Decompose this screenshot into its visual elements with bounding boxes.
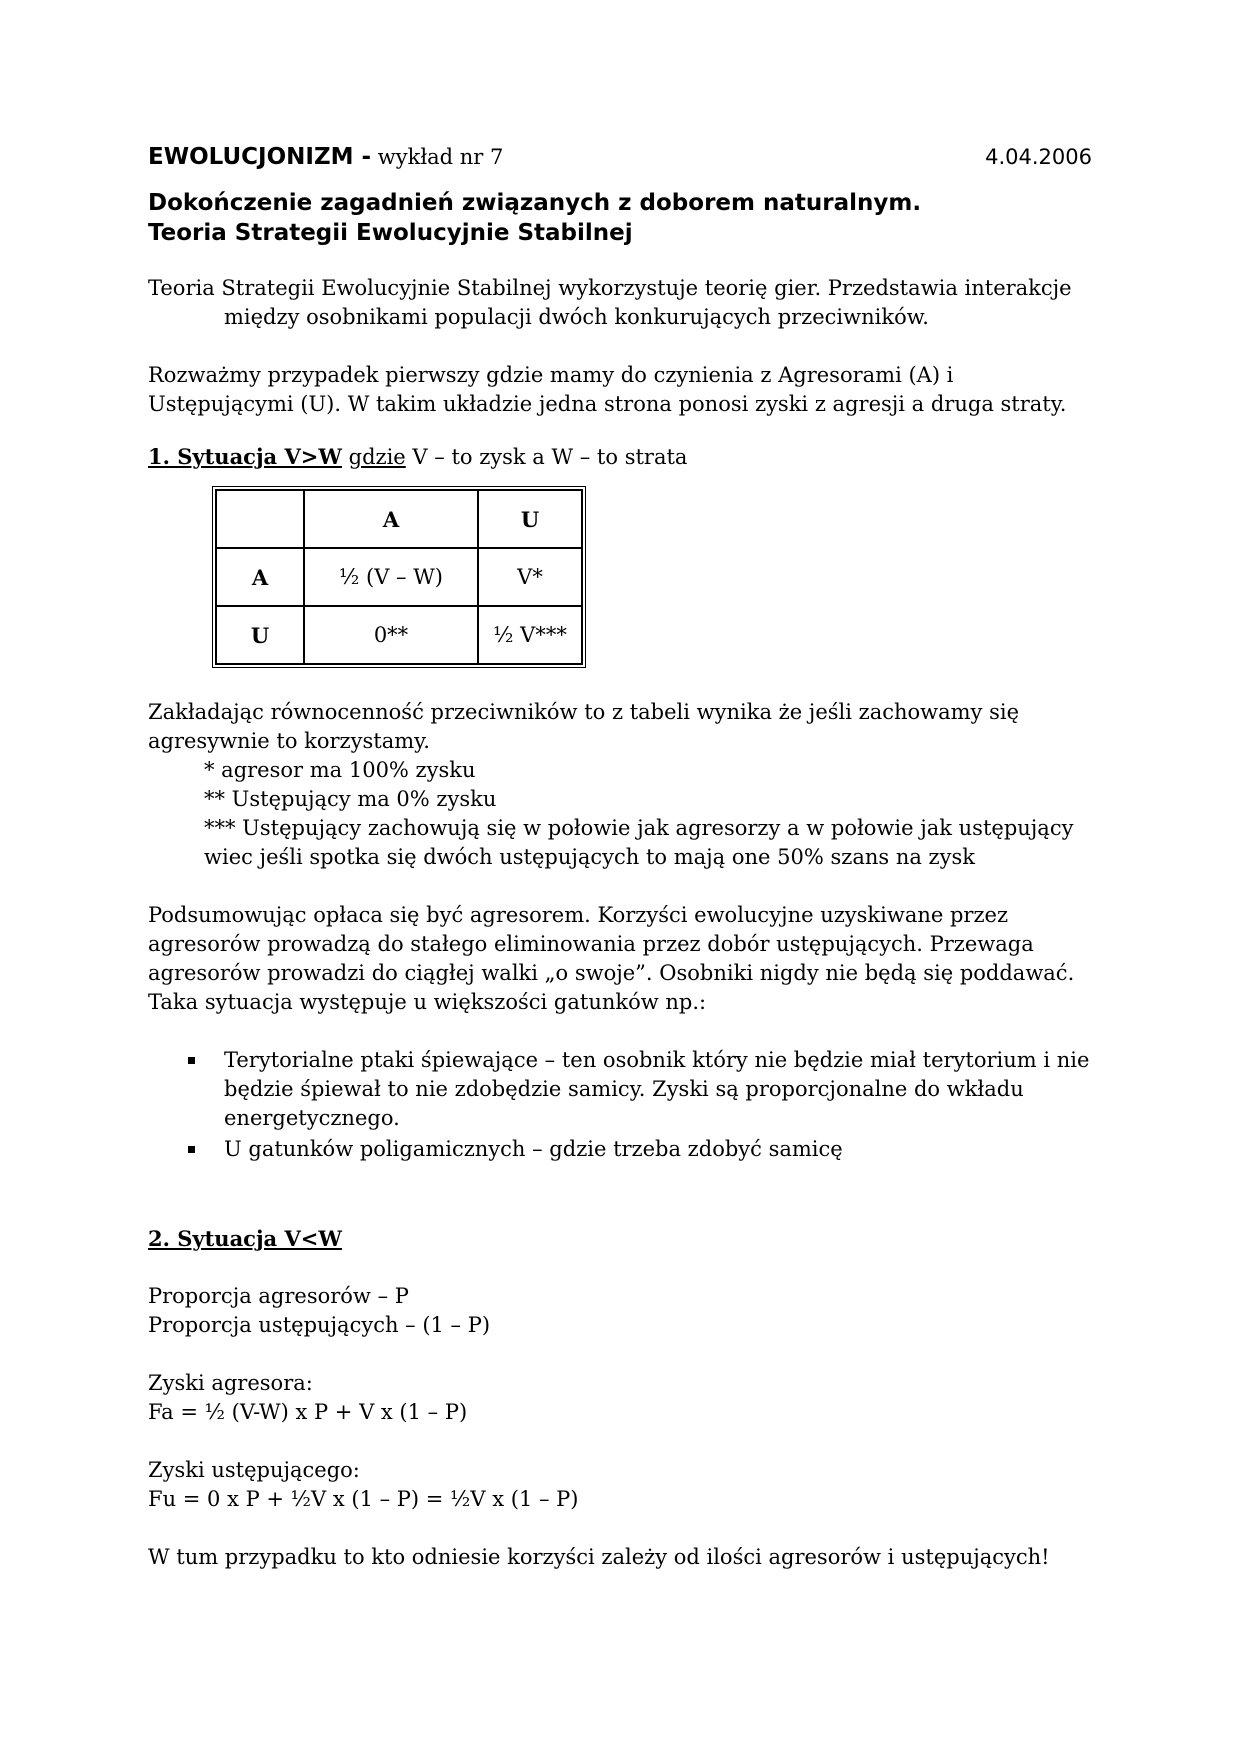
- yielder-gain-formula: Fu = 0 x P + ½V x (1 – P) = ½V x (1 – P): [148, 1487, 579, 1511]
- section-1-label: 1. Sytuacja V>W: [148, 444, 342, 469]
- final-statement: W tum przypadku to kto odniesie korzyści zależy od ilości agresorów i ustępujących!: [148, 1545, 1050, 1569]
- subtitle: [148, 188, 1092, 248]
- footnotes: [148, 756, 1092, 872]
- table-header-a: A: [304, 490, 478, 548]
- table-row-label-u: U: [216, 606, 304, 664]
- document-title: EWOLUCJONIZM -: [148, 144, 372, 170]
- summary-paragraph: Podsumowując opłaca się być agresorem. Korzyści ewolucyjne uzyskiwane przez agresorów prowadzą do stałego eliminowania przez dobór ustępujących. Przewaga agresorów prowadzi do ciągłej walki „o swoje”. Osobniki nigdy nie będą się poddawać. Taka sytuacja występuje u większości gatunków np.:: [148, 903, 1075, 1014]
- header: [148, 140, 1092, 174]
- table-row: [216, 548, 582, 606]
- document-date: 4.04.2006: [985, 145, 1092, 169]
- table-cell: ½ (V – W): [304, 548, 478, 606]
- proportion-aggressors: Proporcja agresorów – P: [148, 1284, 409, 1308]
- subtitle-line-1: Dokończenie zagadnień związanych z doborem naturalnym.: [148, 190, 922, 216]
- lecture-number: wykład nr 7: [377, 145, 504, 169]
- table-cell: V*: [478, 548, 582, 606]
- table-cell: 0**: [304, 606, 478, 664]
- table-cell: [216, 490, 304, 548]
- aggressor-gain-formula: Fa = ½ (V-W) x P + V x (1 – P): [148, 1400, 468, 1424]
- table-cell: ½ V***: [478, 606, 582, 664]
- subtitle-line-2: Teoria Strategii Ewolucyjnie Stabilnej: [148, 220, 633, 246]
- section-1-heading: [148, 442, 1092, 472]
- table-row: [216, 490, 582, 548]
- proportion-yielders: Proporcja ustępujących – (1 – P): [148, 1313, 491, 1337]
- case-intro-paragraph: Rozważmy przypadek pierwszy gdzie mamy do czynienia z Agresorami (A) i Ustępującymi (U). W takim układzie jedna strona ponosi zyski z agresji a druga straty.: [148, 363, 1067, 416]
- section-1-definition: V – to zysk a W – to strata: [412, 445, 688, 469]
- footnote: *** Ustępujący zachowują się w połowie jak agresorzy a w połowie jak ustępujący wiec jeśli spotka się dwóch ustępujących to mają one 50% szans na zysk: [204, 816, 1074, 869]
- table-row-label-a: A: [216, 548, 304, 606]
- footnote: ** Ustępujący ma 0% zysku: [204, 787, 497, 811]
- list-item: U gatunków poligamicznych – gdzie trzeba zdobyć samicę: [148, 1135, 1092, 1164]
- section-2-heading: 2. Sytuacja V<W: [148, 1226, 342, 1251]
- examples-list: [148, 1046, 1092, 1164]
- document-page: [148, 140, 1092, 1572]
- conclusion-paragraph: Zakładając równocenność przeciwników to z tabeli wynika że jeśli zachowamy się agresywnie to korzystamy.: [148, 700, 1020, 753]
- payoff-matrix: [212, 486, 586, 668]
- section-1-gdzie: gdzie: [348, 445, 406, 469]
- intro-paragraph: Teoria Strategii Ewolucyjnie Stabilnej wykorzystuje teorię gier. Przedstawia interakcje między osobnikami populacji dwóch konkurujących przeciwników.: [148, 276, 1072, 329]
- table-header-u: U: [478, 490, 582, 548]
- aggressor-gain-label: Zyski agresora:: [148, 1371, 313, 1395]
- footnote: * agresor ma 100% zysku: [204, 758, 476, 782]
- table-row: [216, 606, 582, 664]
- list-item: Terytorialne ptaki śpiewające – ten osobnik który nie będzie miał terytorium i nie będzie śpiewał to nie zdobędzie samicy. Zyski są proporcjonalne do wkładu energetycznego.: [148, 1046, 1092, 1133]
- yielder-gain-label: Zyski ustępującego:: [148, 1458, 360, 1482]
